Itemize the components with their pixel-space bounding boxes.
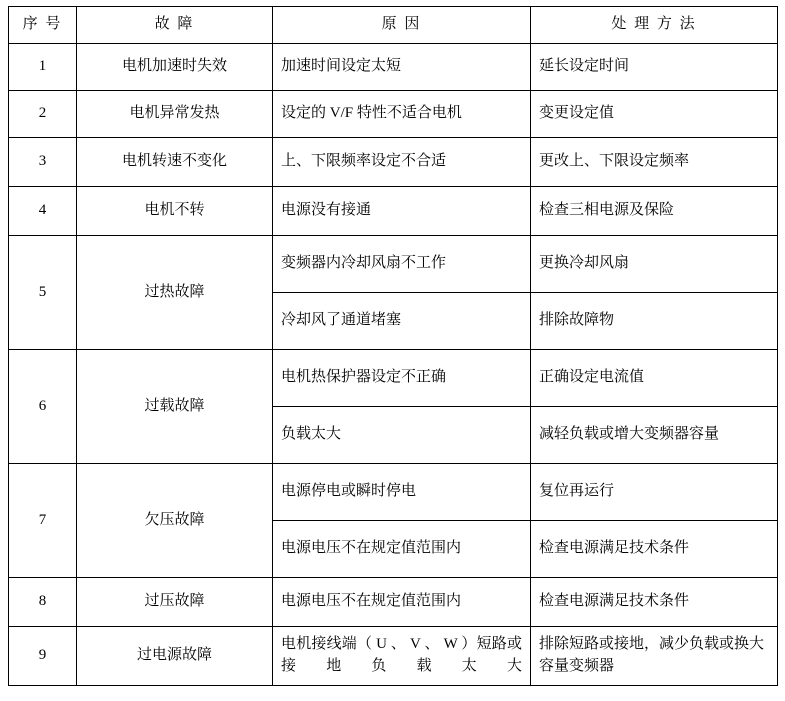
row-fault: 过载故障 (77, 350, 273, 464)
table-row (9, 44, 778, 91)
column-header-no: 序 号 (9, 7, 77, 44)
row-cause: 电源没有接通 (273, 187, 531, 236)
row-number: 3 (9, 138, 77, 187)
row-fault: 电机加速时失效 (77, 44, 273, 91)
row-cause: 电机热保护器设定不正确 (273, 350, 531, 407)
row-fix: 正确设定电流值 (531, 350, 778, 407)
table-row (9, 138, 778, 187)
row-fault: 过电源故障 (77, 627, 273, 686)
row-number: 2 (9, 91, 77, 138)
column-header-cause: 原 因 (273, 7, 531, 44)
row-fix: 更改上、下限设定频率 (531, 138, 778, 187)
table-header (9, 7, 778, 44)
row-fault: 电机转速不变化 (77, 138, 273, 187)
row-cause: 电机接线端（ U 、 V 、 W ）短路或接地负载太大 (273, 627, 531, 686)
row-fix: 复位再运行 (531, 464, 778, 521)
column-header-fix: 处 理 方 法 (531, 7, 778, 44)
row-cause: 负载太大 (273, 407, 531, 464)
row-number: 9 (9, 627, 77, 686)
row-cause: 电源停电或瞬时停电 (273, 464, 531, 521)
row-fault: 电机异常发热 (77, 91, 273, 138)
row-cause: 上、下限频率设定不合适 (273, 138, 531, 187)
row-cause: 电源电压不在规定值范围内 (273, 578, 531, 627)
table-row (9, 91, 778, 138)
row-cause: 电源电压不在规定值范围内 (273, 521, 531, 578)
row-cause: 冷却风了通道堵塞 (273, 293, 531, 350)
row-fix: 变更设定值 (531, 91, 778, 138)
row-number: 7 (9, 464, 77, 578)
table-row (9, 350, 778, 407)
row-cause: 设定的 V/F 特性不适合电机 (273, 91, 531, 138)
row-cause: 变频器内冷却风扇不工作 (273, 236, 531, 293)
row-fix: 排除故障物 (531, 293, 778, 350)
row-fix: 检查电源满足技术条件 (531, 521, 778, 578)
row-cause: 加速时间设定太短 (273, 44, 531, 91)
row-number: 5 (9, 236, 77, 350)
row-number: 6 (9, 350, 77, 464)
row-number: 4 (9, 187, 77, 236)
row-fault: 过压故障 (77, 578, 273, 627)
row-fault: 电机不转 (77, 187, 273, 236)
table-row (9, 578, 778, 627)
column-header-fault: 故 障 (77, 7, 273, 44)
table-row (9, 627, 778, 686)
row-number: 1 (9, 44, 77, 91)
row-fix: 更换冷却风扇 (531, 236, 778, 293)
row-fix: 检查三相电源及保险 (531, 187, 778, 236)
fault-table (8, 6, 778, 686)
row-fix: 延长设定时间 (531, 44, 778, 91)
table-row (9, 187, 778, 236)
row-fix: 减轻负载或增大变频器容量 (531, 407, 778, 464)
row-fix: 检查电源满足技术条件 (531, 578, 778, 627)
row-fix: 排除短路或接地，减少负载或换大容量变频器 (531, 627, 778, 686)
table-row (9, 464, 778, 521)
row-number: 8 (9, 578, 77, 627)
table-header-row (9, 7, 778, 44)
row-fault: 欠压故障 (77, 464, 273, 578)
row-fault: 过热故障 (77, 236, 273, 350)
table-body (9, 44, 778, 686)
table-row (9, 236, 778, 293)
